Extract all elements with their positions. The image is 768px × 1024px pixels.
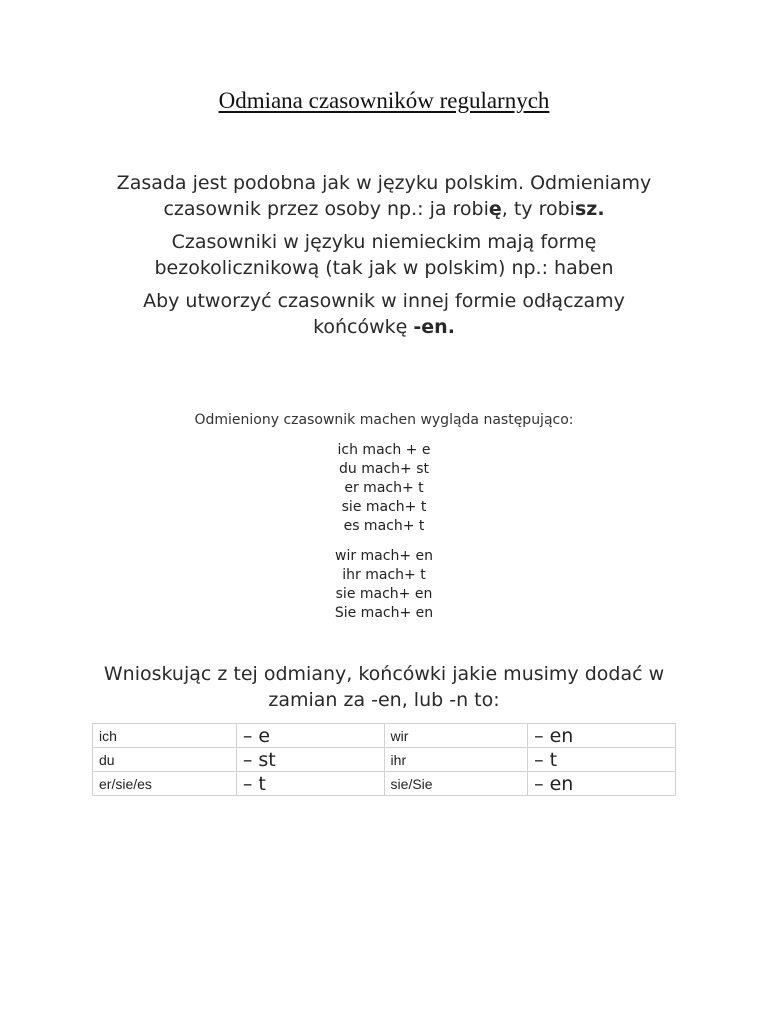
ending-cell: – st <box>236 748 384 772</box>
table-row <box>93 772 676 796</box>
intro-p1-text: Zasada jest podobna jak w języku polskim. Odmieniamy czasownik przez osoby np.: ja robi <box>116 172 652 220</box>
conjugation-line: sie mach+ en <box>335 586 433 602</box>
conjugation-heading: Odmieniony czasownik machen wygląda następująco: <box>194 412 574 428</box>
conjugation-line: du mach+ st <box>339 461 429 477</box>
intro-p1-bold-ending-2: sz. <box>574 198 605 220</box>
conjugation-line: Sie mach+ en <box>334 605 434 621</box>
conjugation-line: es mach+ t <box>343 518 425 534</box>
intro-paragraph-1 <box>100 170 668 222</box>
intro-p3-bold-ending: -en. <box>413 316 455 338</box>
pronoun-cell: sie/Sie <box>384 772 528 796</box>
pronoun-cell: er/sie/es <box>93 772 237 796</box>
pronoun-cell: ihr <box>384 748 528 772</box>
conclusion-text: Wnioskując z tej odmiany, końcówki jakie musimy dodać w zamian za -en, lub -n to: <box>103 663 665 711</box>
ending-cell: – en <box>528 724 676 748</box>
intro-section <box>100 170 668 347</box>
conjugation-line: sie mach+ t <box>341 499 427 515</box>
intro-p3-text: Aby utworzyć czasownik w innej formie odłączamy końcówkę <box>143 290 625 338</box>
intro-p1-bold-ending: ę <box>488 198 502 220</box>
singular-conjugation-list <box>0 441 768 536</box>
page-title <box>0 88 768 114</box>
page-title-text: Odmiana czasowników regularnych <box>218 88 550 113</box>
intro-p1-mid-text: , ty robi <box>501 198 575 220</box>
conjugation-line: ich mach + e <box>337 442 431 458</box>
conjugation-line: ihr mach+ t <box>342 567 426 583</box>
ending-cell: – en <box>528 772 676 796</box>
intro-paragraph-2: Czasowniki w języku niemieckim mają formę bezokolicznikową (tak jak w polskim) np.: haben <box>154 231 614 279</box>
table-row <box>93 748 676 772</box>
pronoun-cell: du <box>93 748 237 772</box>
plural-conjugation-list <box>0 547 768 623</box>
table-row <box>93 724 676 748</box>
pronoun-cell: ich <box>93 724 237 748</box>
intro-paragraph-3 <box>100 288 668 340</box>
endings-table <box>92 723 676 796</box>
ending-cell: – t <box>236 772 384 796</box>
pronoun-cell: wir <box>384 724 528 748</box>
ending-cell: – t <box>528 748 676 772</box>
ending-cell: – e <box>236 724 384 748</box>
conjugation-line: wir mach+ en <box>335 548 433 564</box>
conjugation-line: er mach+ t <box>344 480 424 496</box>
